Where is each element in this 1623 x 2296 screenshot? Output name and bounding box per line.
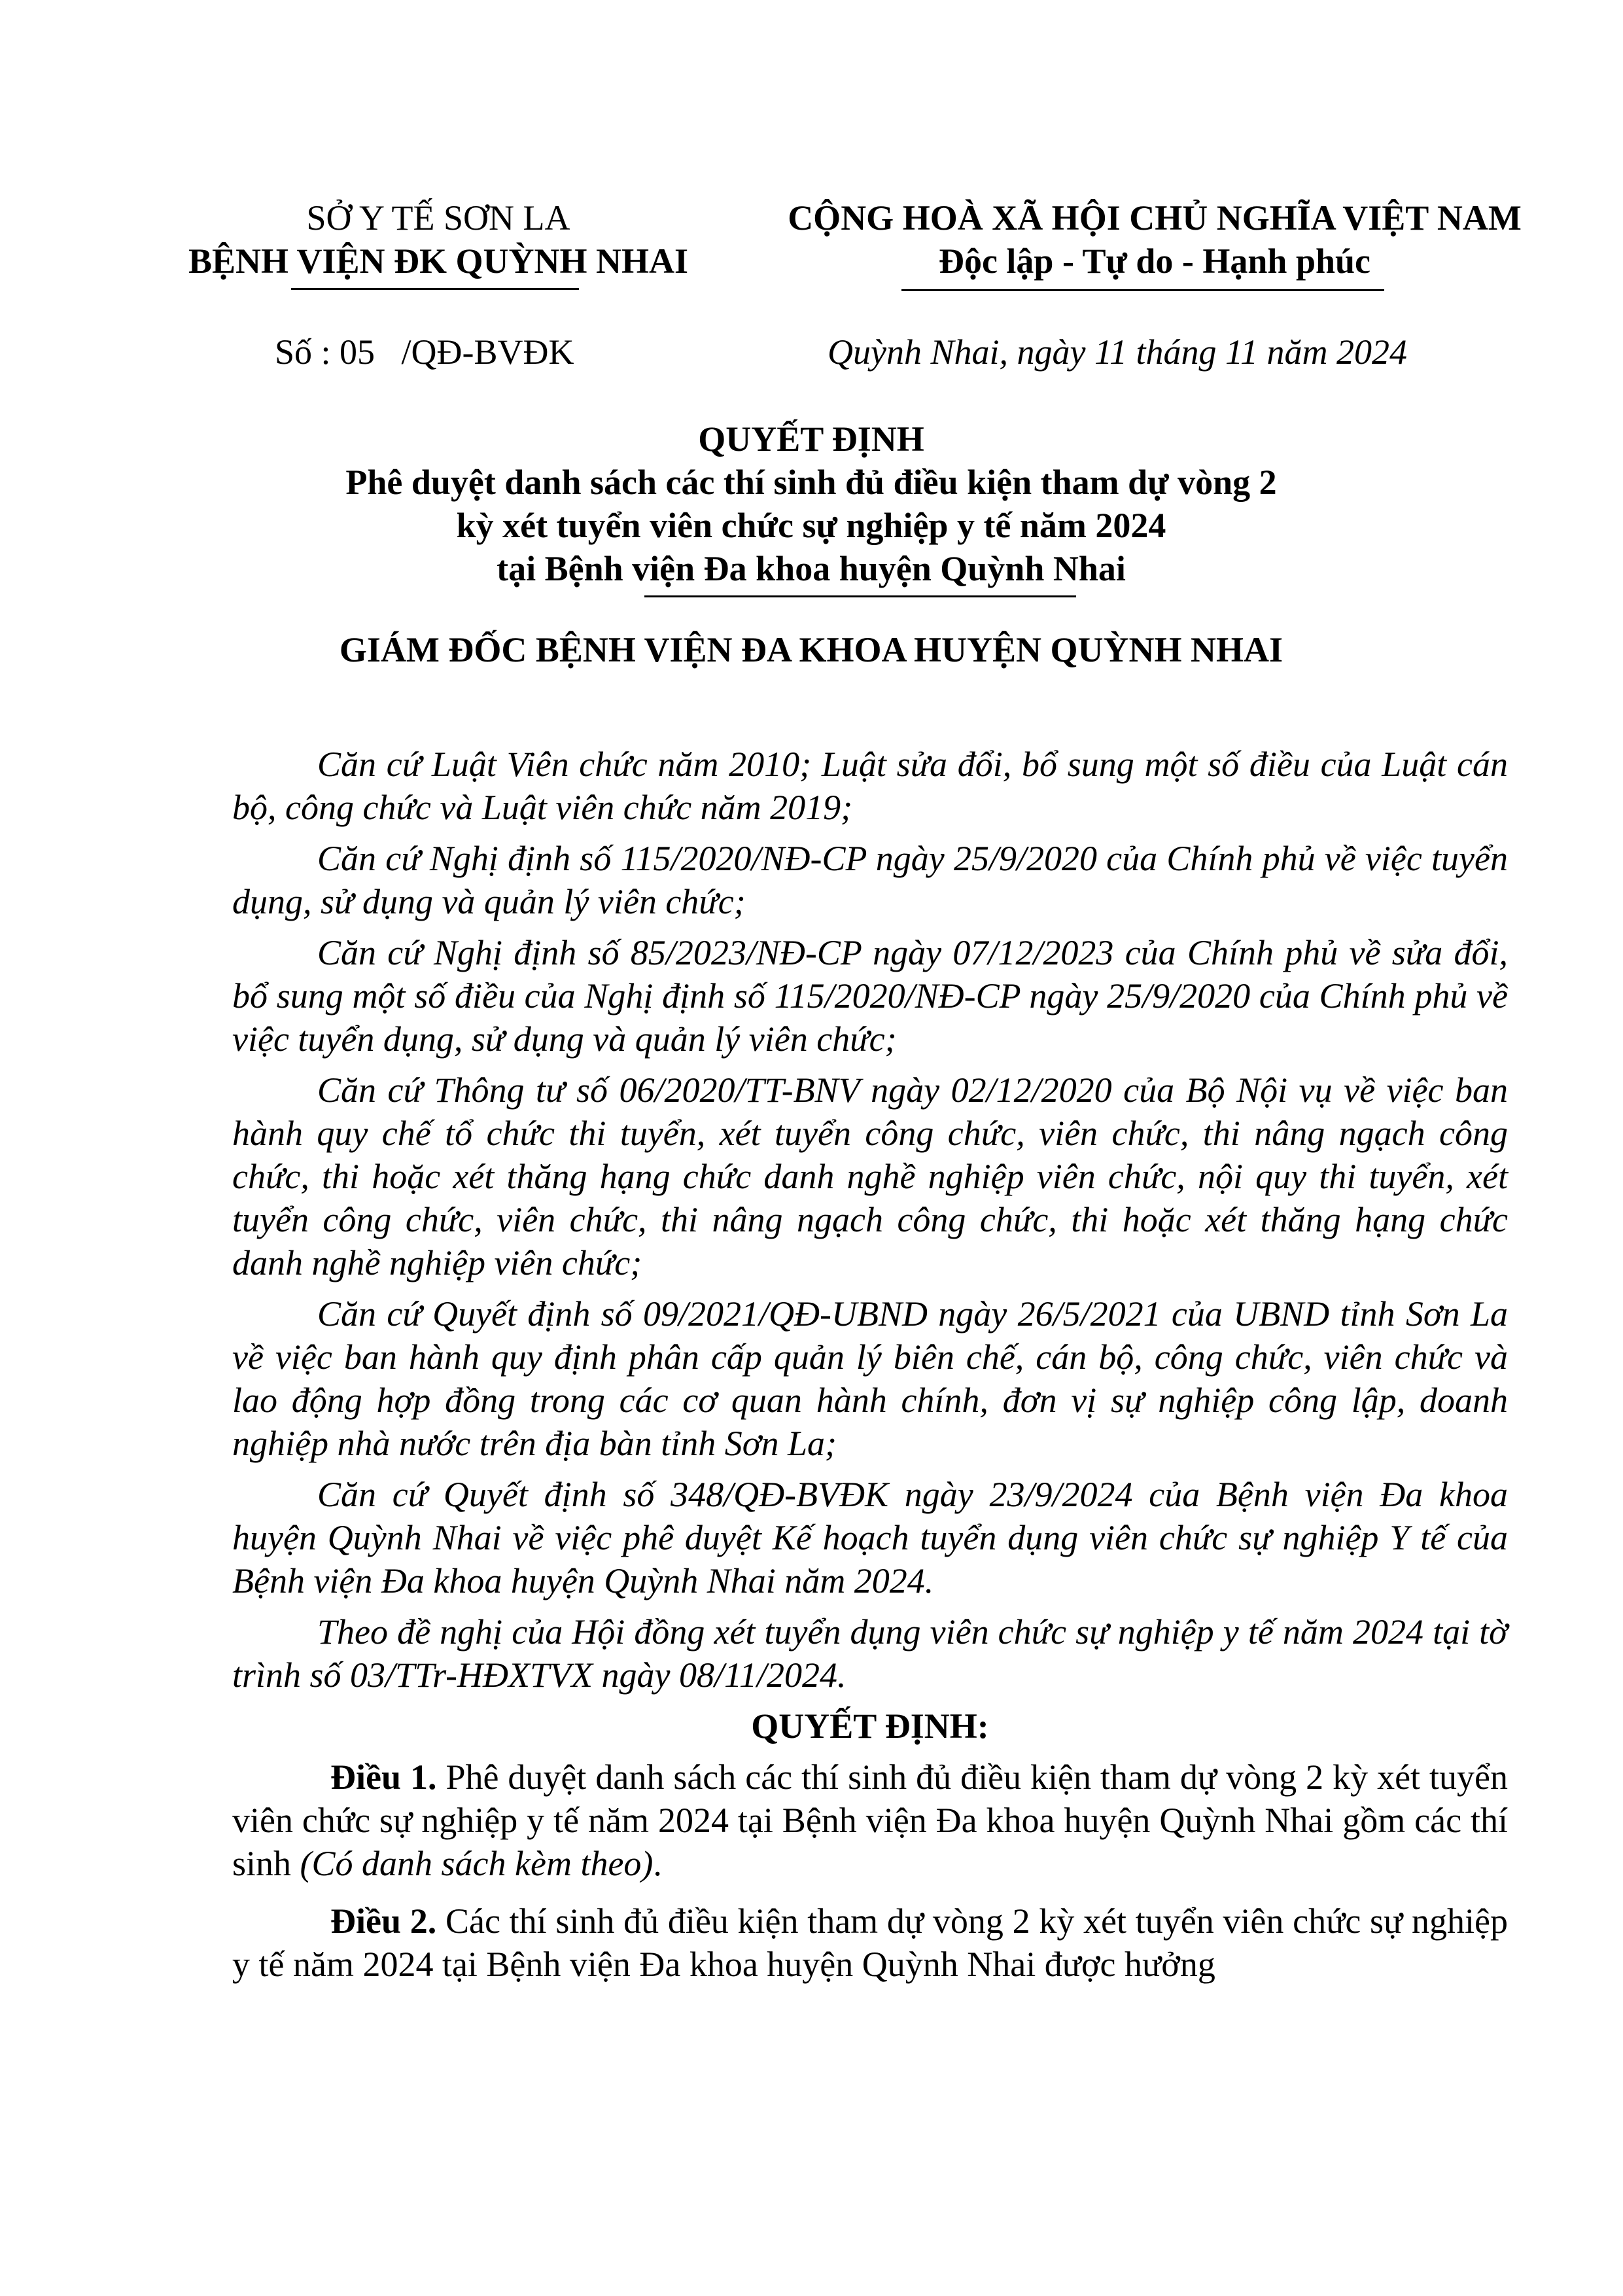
article-2 [232, 1899, 1508, 1986]
national-header [752, 196, 1557, 283]
country-name: CỘNG HOÀ XÃ HỘI CHỦ NGHĨA VIỆT NAM [788, 198, 1522, 238]
ground-paragraph: Căn cứ Quyết định số 348/QĐ-BVĐK ngày 23/9/2024 của Bệnh viện Đa khoa huyện Quỳnh Nhai về việc phê duyệt Kế hoạch tuyển dụng viên chức sự nghiệp Y tế của Bệnh viện Đa khoa huyện Quỳnh Nhai năm 2024. [232, 1475, 1508, 1600]
header-left-underline [291, 288, 579, 290]
title-underline [644, 595, 1076, 597]
title-line-2: Phê duyệt danh sách các thí sinh đủ điều kiện tham dự vòng 2 [345, 463, 1277, 502]
document-title [196, 417, 1426, 590]
article-1-note: (Có danh sách kèm theo) [300, 1844, 654, 1883]
title-line-3: kỳ xét tuyển viên chức sự nghiệp y tế năm 2024 [456, 506, 1166, 545]
issuing-authority: GIÁM ĐỐC BỆNH VIỆN ĐA KHOA HUYỆN QUỲNH NHAI [339, 630, 1283, 669]
header-right-underline [901, 289, 1384, 291]
ground-paragraph: Căn cứ Luật Viên chức năm 2010; Luật sửa đổi, bổ sung một số điều của Luật cán bộ, công chức và Luật viên chức năm 2019; [232, 745, 1508, 827]
article-1-end: . [653, 1844, 662, 1883]
ground-paragraph: Căn cứ Thông tư số 06/2020/TT-BNV ngày 02/12/2020 của Bộ Nội vụ về việc ban hành quy chế tổ chức thi tuyển, xét tuyển công chức, viên chức, thi nâng ngạch công chức, thi hoặc xét thăng hạng chức danh nghề nghiệp viên chức, nội quy thi tuyển, xét tuyển công chức, viên chức, thi nâng ngạch công chức, thi hoặc xét thăng hạng chức danh nghề nghiệp viên chức; [232, 1070, 1508, 1282]
proposal-paragraph: Theo đề nghị của Hội đồng xét tuyển dụng viên chức sự nghiệp y tế năm 2024 tại tờ trình số 03/TTr-HĐXTVX ngày 08/11/2024. [232, 1612, 1508, 1695]
document-number: Số : 05 /QĐ-BVĐK [275, 332, 574, 372]
place-date: Quỳnh Nhai, ngày 11 tháng 11 năm 2024 [828, 332, 1407, 372]
department-name: SỞ Y TẾ SƠN LA [306, 198, 570, 238]
title-line-1: QUYẾT ĐỊNH [698, 419, 924, 459]
title-line-4: tại Bệnh viện Đa khoa huyện Quỳnh Nhai [497, 549, 1126, 588]
article-2-text: Các thí sinh đủ điều kiện tham dự vòng 2 kỳ xét tuyển viên chức sự nghiệp y tế năm 2024 tại Bệnh viện Đa khoa huyện Quỳnh Nhai được hưởng [232, 1901, 1509, 1984]
hospital-name: BỆNH VIỆN ĐK QUỲNH NHAI [188, 241, 689, 281]
ground-paragraph: Căn cứ Nghị định số 85/2023/NĐ-CP ngày 07/12/2023 của Chính phủ về sửa đổi, bổ sung một số điều của Nghị định số 115/2020/NĐ-CP ngày 25/9/2020 của Chính phủ về việc tuyển dụng, sử dụng và quản lý viên chức; [232, 933, 1508, 1059]
article-1-label: Điều 1. [330, 1757, 437, 1797]
article-1-text: Phê duyệt danh sách các thí sinh đủ điều kiện tham dự vòng 2 kỳ xét tuyển viên chức sự nghiệp y tế năm 2024 tại Bệnh viện Đa khoa huyện Quỳnh Nhai gồm các thí sinh [232, 1757, 1508, 1883]
article-1 [232, 1756, 1508, 1885]
issuing-agency [157, 196, 720, 283]
ground-paragraph: Căn cứ Quyết định số 09/2021/QĐ-UBND ngày 26/5/2021 của UBND tỉnh Sơn La về việc ban hành quy định phân cấp quản lý biên chế, cán bộ, công chức, viên chức và lao động hợp đồng trong các cơ quan hành chính, đơn vị sự nghiệp công lập, doanh nghiệp nhà nước trên địa bàn tỉnh Sơn La; [232, 1294, 1508, 1463]
document-body [232, 743, 1508, 2000]
decision-heading: QUYẾT ĐỊNH: [751, 1706, 989, 1746]
article-2-label: Điều 2. [330, 1901, 437, 1941]
ground-paragraph: Căn cứ Nghị định số 115/2020/NĐ-CP ngày 25/9/2020 của Chính phủ về việc tuyển dụng, sử dụng và quản lý viên chức; [232, 839, 1508, 921]
national-motto: Độc lập - Tự do - Hạnh phúc [938, 241, 1371, 281]
